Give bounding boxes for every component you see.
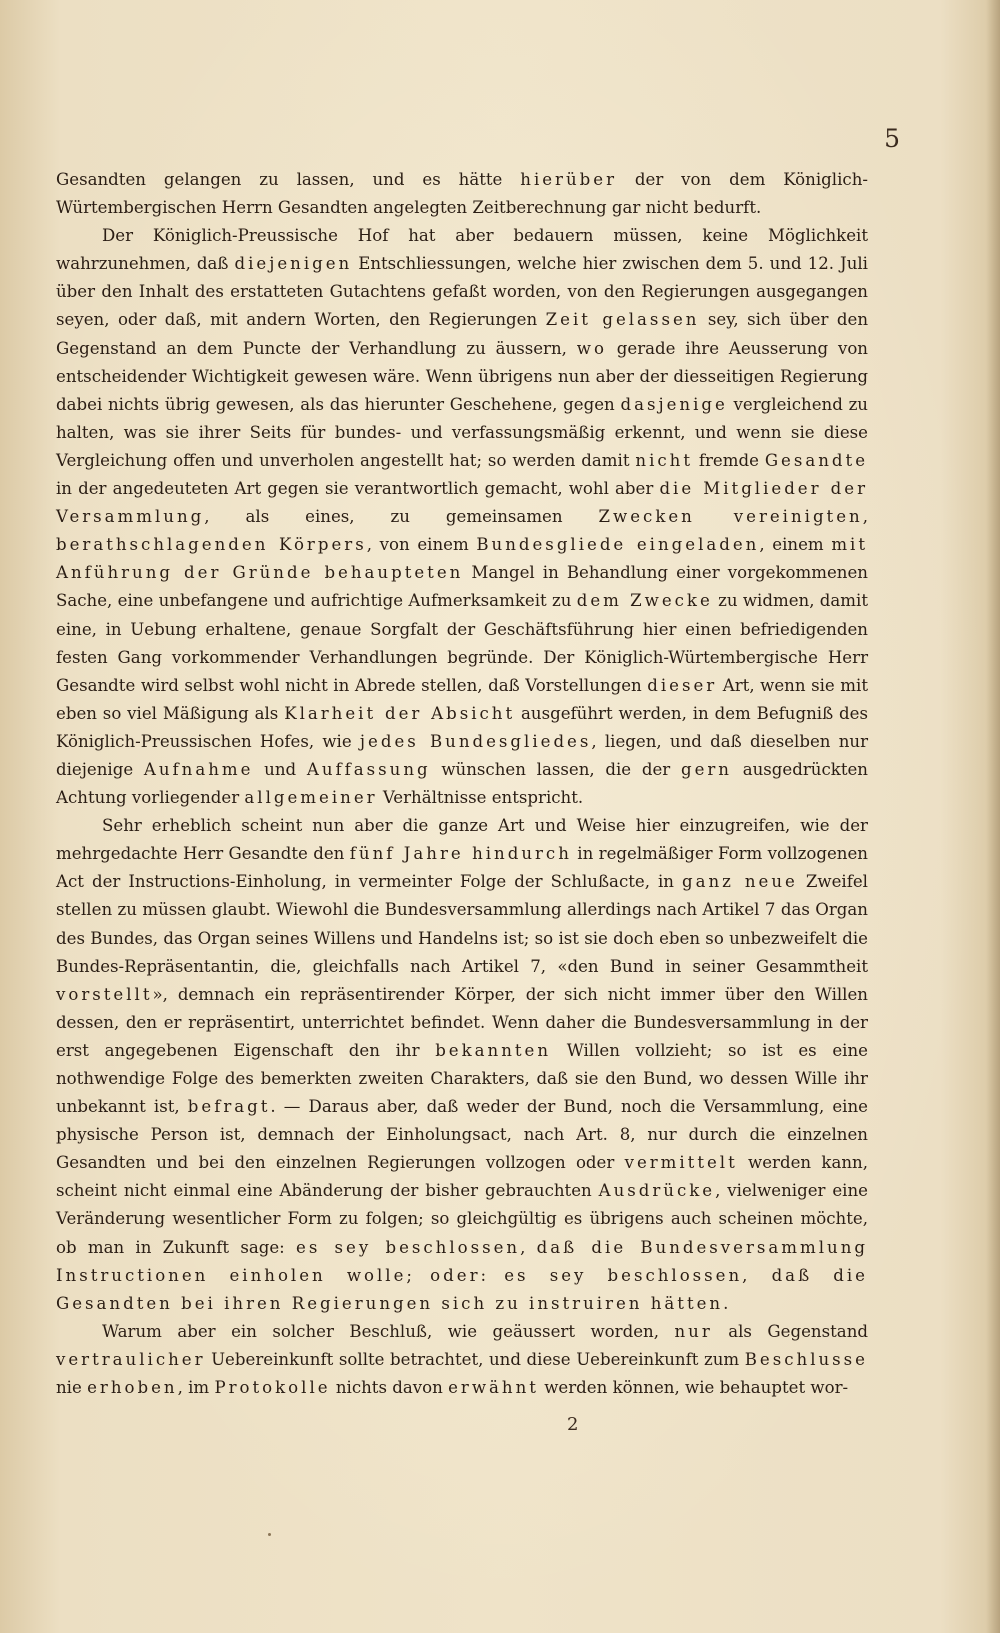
text-run: Uebereinkunft sollte betrachtet, und diese Uebereinkunft zum xyxy=(205,1349,745,1369)
spaced-emphasis: Aufnahme xyxy=(143,759,254,779)
signature-mark: 2 xyxy=(567,1414,579,1435)
spaced-emphasis: Gesandte xyxy=(764,450,868,470)
text-run: nie xyxy=(56,1378,88,1398)
text-run: ausgedrückten Achtung vorliegender xyxy=(56,759,868,808)
text-run: Verhältnisse entspricht. xyxy=(377,788,584,808)
spaced-emphasis: dem Zwecke xyxy=(576,591,713,611)
spaced-emphasis: wo xyxy=(576,338,607,358)
spaced-emphasis: daß die Bundesversammlung Instructionen einholen wolle xyxy=(56,1237,868,1285)
text-run: sey, sich über den Gegenstand an dem Puncte der Verhandlung zu äussern, xyxy=(56,310,869,358)
spaced-emphasis: Protokolle xyxy=(214,1378,331,1398)
spaced-emphasis: Zeit gelassen xyxy=(545,310,700,330)
text-run: Warum aber ein solcher Beschluß, wie geäussert worden, xyxy=(102,1321,675,1341)
text-run: wünschen lassen, die der xyxy=(430,759,681,779)
spaced-emphasis: allgemeiner xyxy=(244,788,378,808)
spaced-emphasis: dasjenige xyxy=(620,394,728,414)
page-number: 5 xyxy=(884,124,900,153)
text-run: werden können, wie behauptet wor- xyxy=(538,1378,849,1398)
paragraph-2 xyxy=(56,222,868,812)
spaced-emphasis: mit Anführung der Gründe behaupteten xyxy=(56,535,868,583)
text-run: , einem xyxy=(759,535,832,555)
text-run: . — Daraus aber, daß weder der Bund, noch die Versammlung, eine physische Person ist, demnach der Einholungsact, nach Art. 8, nur durch die einzelnen Gesandten und bei den einzelnen Regierungen vollzogen oder xyxy=(56,1097,868,1173)
text-run: zu widmen, damit eine, in Uebung erhaltene, genaue Sorgfalt der Geschäftsführung hier einen befriedigenden festen Gang vorkommender Verhandlungen begründe. Der Königlich-Würtembergische Herr Gesandte wird selbst wohl nicht in Abrede stellen, daß Vorstellungen xyxy=(56,591,869,695)
spaced-emphasis: berathschlagenden Körpers xyxy=(56,535,367,555)
text-run: Der Königlich-Preussische Hof hat aber bedauern müssen, keine Möglichkeit wahrzunehmen, daß xyxy=(56,226,868,274)
paragraph-4 xyxy=(56,1318,868,1402)
spaced-emphasis: diejenigen xyxy=(234,254,353,274)
text-run: : xyxy=(480,1265,505,1285)
text-run: fremde xyxy=(692,450,765,470)
spaced-emphasis: Ausdrücke xyxy=(598,1181,716,1201)
spaced-emphasis: fünf Jahre hindurch xyxy=(349,844,572,864)
spaced-emphasis: es sey beschlossen xyxy=(296,1237,521,1257)
text-run: Mangel in Behandlung einer vorgekommenen Sache, eine unbefangene und aufrichtige Aufmerksamkeit zu xyxy=(56,563,868,611)
spaced-emphasis: vermittelt xyxy=(624,1153,738,1173)
spaced-emphasis: Auffassung xyxy=(306,759,431,779)
paragraph-1 xyxy=(56,166,868,222)
spaced-emphasis: oder xyxy=(430,1265,481,1285)
spaced-emphasis: Zwecken vereinigten xyxy=(598,507,863,527)
spaced-emphasis: erhoben xyxy=(87,1378,178,1398)
spaced-emphasis: vertraulicher xyxy=(56,1349,206,1369)
spaced-emphasis: nicht xyxy=(635,450,693,470)
text-run: gerade ihre Aeusserung von entscheidender Wichtigkeit gewesen wäre. Wenn übrigens nun aber der diesseitigen Regierung dabei nichts übrig gewesen, als das hierunter Geschehene, gegen xyxy=(56,338,868,414)
text-run: in regelmäßiger Form vollzogenen Act der Instructions-Einholung, in vermeinter Folge der Schlußacte, in xyxy=(56,844,868,892)
spaced-emphasis: bekannten xyxy=(435,1040,552,1060)
text-run: ausgeführt werden, in dem Befugniß des Königlich-Preussischen Hofes, wie xyxy=(56,703,868,751)
text-run: in der angedeuteten Art gegen sie verantwortlich gemacht, wohl aber xyxy=(56,479,660,499)
text-run: werden kann, scheint nicht einmal eine Abänderung der bisher gebrauchten xyxy=(56,1153,868,1201)
spaced-emphasis: Beschlusse xyxy=(744,1349,868,1369)
text-run: Entschliessungen, welche hier zwischen dem 5. und 12. Juli über den Inhalt des erstatteten Gutachtens gefaßt worden, von den Regierungen ausgegangen seyen, oder daß, mit andern Worten, den Regierungen xyxy=(56,254,868,330)
text-run: ; xyxy=(406,1265,431,1285)
spaced-emphasis: befragt xyxy=(187,1097,271,1117)
text-run: nichts davon xyxy=(330,1378,449,1398)
text-run: Art, wenn sie mit eben so viel Mäßigung als xyxy=(56,675,868,723)
spaced-emphasis: ganz neue xyxy=(682,872,798,892)
spaced-emphasis: jedes Bundesgliedes xyxy=(359,731,592,751)
spaced-emphasis: hierüber xyxy=(520,170,617,189)
text-run: Willen vollzieht; so ist es eine nothwendige Folge des bemerkten zweiten Charakters, daß sie den Bund, wo dessen Wille ihr unbekannt ist, xyxy=(56,1040,868,1117)
spaced-emphasis: nur xyxy=(674,1321,713,1341)
text-run: . xyxy=(723,1293,729,1313)
text-run: », demnach ein repräsentirender Körper, der sich nicht immer über den Willen dessen, den er repräsentirt, unterrichtet befindet. Wenn daher die Bundesversammlung in der erst angegebenen Eigenschaft den ihr xyxy=(56,984,868,1060)
text-run: als Gegenstand xyxy=(712,1321,869,1341)
spaced-emphasis: die Mitglieder der Versammlung xyxy=(56,479,868,527)
text-run: Zweifel stellen zu müssen glaubt. Wiewohl die Bundesversammlung allerdings nach Artikel 7 das Organ des Bundes, das Organ seines Willens und Handelns ist; so ist sie doch eben so unbezweifelt die Bundes-Repräsentantin, die, gleichfalls nach Artikel 7, «den Bund in seiner Gesammtheit xyxy=(56,872,868,976)
spaced-emphasis: dieser xyxy=(647,675,718,695)
text-run: und xyxy=(253,759,307,779)
paragraph-3 xyxy=(56,812,868,1318)
text-run: Gesandten gelangen zu lassen, und es hätte xyxy=(56,170,521,189)
text-run: , von einem xyxy=(366,535,477,555)
text-run: , xyxy=(520,1237,537,1257)
spaced-emphasis: es sey beschlossen, daß die Gesandten bei ihren Regierungen sich zu instruiren hätten xyxy=(56,1265,868,1313)
text-run: , liegen, und daß dieselben nur diejenige xyxy=(56,731,868,779)
text-run: der von dem Königlich-Würtembergischen Herrn Gesandten angelegten Zeitberechnung gar nicht bedurft. xyxy=(56,170,868,218)
spaced-emphasis: vorstellt xyxy=(56,984,153,1004)
spaced-emphasis: erwähnt xyxy=(448,1378,539,1398)
spaced-emphasis: Klarheit der Absicht xyxy=(284,703,516,723)
text-run: , vielweniger eine Veränderung wesentlicher Form zu folgen; so gleichgültig es übrigens auch scheinen möchte, ob man in Zukunft sage: xyxy=(56,1181,868,1257)
text-run: , xyxy=(862,507,868,527)
spaced-emphasis: gern xyxy=(680,759,732,779)
text-run: , im xyxy=(177,1378,215,1398)
text-run: Sehr erheblich scheint nun aber die ganze Art und Weise hier einzugreifen, wie der mehrgedachte Herr Gesandte den xyxy=(56,816,868,864)
page-edge-shadow xyxy=(986,0,1000,1633)
spaced-emphasis: Bundesgliede eingeladen xyxy=(476,535,760,555)
body-text xyxy=(56,166,868,1402)
text-run: vergleichend zu halten, was sie ihrer Seits für bundes- und verfassungsmäßig erkennt, und wenn sie diese Vergleichung offen und unverholen angestellt hat; so werden damit xyxy=(56,394,868,470)
text-run: , als eines, zu gemeinsamen xyxy=(204,507,599,527)
paper-speck xyxy=(268,1533,271,1536)
